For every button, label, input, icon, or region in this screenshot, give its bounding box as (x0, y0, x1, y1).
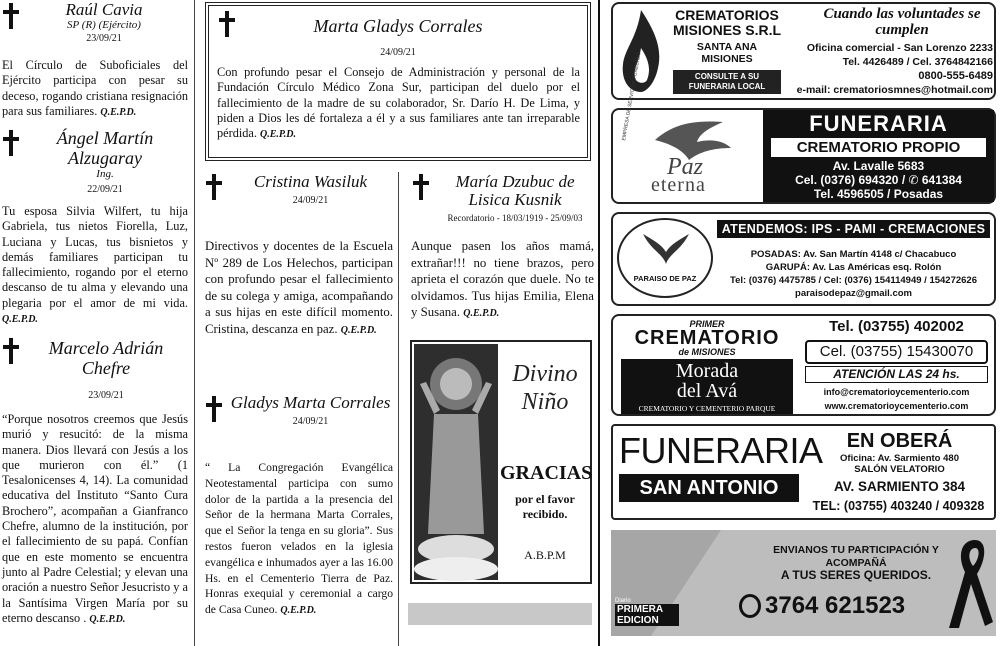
call-to-action: ENVIANOS TU PARTICIPACIÓN Y ACOMPAÑÁ (773, 544, 939, 569)
obituary-column-3 (408, 0, 594, 646)
favor-text: por el favor recibido. (515, 492, 575, 521)
cross-icon (205, 396, 223, 422)
obituary-date: 22/09/21 (87, 184, 123, 195)
website: www.crematorioycementerio.com (824, 401, 969, 411)
mourning-ribbon-icon (929, 536, 993, 632)
primera-edicion-logo: Diario PRIMERA EDICION (615, 598, 679, 628)
email: paraisodepaz@gmail.com (795, 288, 912, 299)
deceased-name: Raúl Cavia (65, 0, 143, 19)
obituary-text: Directivos y docentes de la Escuela Nº 289 de Los Helechos, participan con profundo pesar el fallecimiento de su colega y amiga, acompañando a sus hijas en este difícil momento. Cristina, descanza en paz. Q.E.P.D. (205, 239, 393, 336)
initials-text: A.B.P.M (524, 548, 566, 562)
obituary-header (24, 338, 188, 405)
obituary-date: 23/09/21 (88, 390, 124, 401)
salon: SALÓN VELATORIO (854, 464, 945, 475)
divino-nino-card (410, 340, 592, 584)
office-address: Oficina: Av. Sarmiento 480 (840, 453, 959, 464)
phone-posadas: Tel. 4596505 / Posadas (813, 187, 944, 201)
obituary-header (228, 173, 393, 210)
cross-icon (412, 174, 430, 200)
san-antonio-word: SAN ANTONIO (619, 474, 799, 502)
phone: Tel. (03755) 402002 (829, 318, 964, 335)
paz-eterna-logo: EMPRESA DE SERVICIOS FUNEBRES Paz eterna (613, 110, 761, 202)
deceased-rank: SP (R) (Ejército) (67, 19, 141, 31)
deceased-name: María Dzubuc de Lisica Kusnik (455, 172, 575, 209)
consult-badge: CONSULTE A SU FUNERARIA LOCAL (673, 70, 781, 94)
deceased-name: Gladys Marta Corrales (230, 393, 391, 412)
company-name: CREMATORIOS MISIONES S.R.L (672, 7, 782, 38)
obituary-date: 24/09/21 (292, 416, 329, 427)
garupa-address: GARUPÁ: Av. Las Américas esq. Rolón (765, 262, 942, 273)
paraiso-contact (717, 248, 990, 300)
obituary-text: “ La Congregación Evangélica Neotestamental participa con sumo dolor de la partida a la presencia del Señor de la hermana Marta Corrales, que el Señor la tenga en su gloria”. Sus restos fueron velados en la iglesia evangélica e inhumados ayer a las 16.00 Hs. en el Cementerio Tierra de Paz. Honras exequial y ceremonial a cargo de Casa Cuneo. Q.E.P.D. (205, 461, 393, 617)
obituary-column-1 (0, 0, 188, 646)
funeraria-word: FUNERARIA (619, 430, 823, 471)
ad-crematorios-misiones (611, 2, 996, 100)
gracias-text: GRACIAS (500, 462, 593, 484)
section-divider (598, 0, 600, 646)
ad-paraiso-de-paz (611, 212, 996, 306)
obituary-date: 24/09/21 (292, 195, 329, 206)
office-address: Oficina comercial - San Lorenzo 2233 (806, 42, 993, 54)
obituary-header (228, 394, 393, 431)
cross-icon (2, 338, 20, 364)
ad-morada-del-ava (611, 314, 996, 416)
deceased-name: Ángel Martín Alzugaray (56, 128, 154, 168)
obituary-header (22, 128, 188, 199)
obituary-header (434, 173, 596, 227)
venue-address: AV. SARMIENTO 384 (833, 479, 966, 494)
cross-icon (2, 3, 20, 29)
obituary-date: Recordatorio - 18/03/1919 - 25/09/03 (447, 213, 583, 223)
obituary-text: Tu esposa Silvia Wilfert, tu hija Gabriela, tus nietos Fiorella, Luz, Luciana y Lucas, tus bisnietos y demás familiares participan tu fallecimiento, rogando por el eterno descanso de tu alma y elevando una plegaria por el amor de mi vida. Q.E.P.D. (2, 204, 188, 326)
obituary-text: “Porque nosotros creemos que Jesús murió y resucitó: de la misma manera. Dios llevará con Jesús a los que murieron con él.” (1 Tesalonicenses 4, 14). La comunidad educativa del Instituto “Santo Cura Brochero”, acompañan a Gianfranco Chefre, alumno de la institución, por el fallecimiento de su papá. Confían que en este momento se encuentra junto al Padre Celestial; y elevan una oración a nuestro Señor Jesucristo y a la Santísima Virgen María por su eterno descanso . Q.E.P.D. (2, 412, 188, 625)
city: EN OBERÁ (846, 430, 953, 452)
paraiso-logo: PARAISO DE PAZ (617, 218, 713, 298)
obituary-text: Aunque pasen los años mamá, extrañar!!! no tiene brazos, pero aprieta el corazón que duele. No te olvidamos. Tus hijas Emilia, Elena y Susana. Q.E.P.D. (411, 239, 594, 319)
company-location: SANTA ANA MISIONES (696, 41, 758, 65)
cross-icon (2, 130, 20, 156)
divino-nino-image (414, 344, 498, 580)
phone-numbers: Tel. 4426489 / Cel. 3764842166 (842, 56, 993, 68)
email: e-mail: crematoriosmnes@hotmail.com (796, 84, 993, 96)
dove-icon (641, 230, 691, 266)
ad-primera-edicion (611, 530, 996, 636)
obituary-text: Con profundo pesar el Consejo de Administración y personal de la Fundación Círculo Médico Zona Sur, participan del duelo por el fallecimiento de la madre de su colaborador, Sr. Darío H. De Lima, y piden a Dios les dé fortaleza a él y a sus familiares ante tan irreparable pérdida. Q.E.P.D. (217, 65, 580, 141)
cell-phone: Cel. (03755) 15430070 (805, 340, 988, 364)
slogan: Cuando las voluntades se cumplen (823, 6, 981, 38)
obituary-column-2 (203, 0, 393, 646)
email: info@crematorioycementerio.com (823, 387, 970, 397)
address: Av. Lavalle 5683 (832, 159, 925, 173)
obituary-date: 24/09/21 (380, 47, 416, 58)
deceased-name: Cristina Wasiluk (253, 172, 368, 191)
deceased-rank: Ing. (96, 168, 114, 180)
ad-funeraria-san-antonio (611, 424, 996, 520)
deceased-name: Marcelo Adrián Chefre (48, 338, 164, 378)
deceased-name: Marta Gladys Corrales (313, 16, 483, 36)
obituary-date: 23/09/21 (86, 33, 122, 44)
obituary-header (20, 1, 188, 46)
attention-hours: ATENCIÓN LAS 24 hs. (805, 366, 988, 383)
obituary-text: El Círculo de Suboficiales del Ejército participa con pesar su deceso, rogando cristiana resignación para sus familiares. Q.E.P.D. (2, 58, 188, 118)
divino-title: Divino Niño (512, 361, 578, 415)
whatsapp-icon (739, 594, 761, 618)
column-divider (194, 0, 195, 646)
phone-numbers: Tel: (0376) 4475785 / Cel: (0376) 154114949 / 154272626 (729, 275, 977, 286)
crematorio-propio: CREMATORIO PROPIO (771, 138, 986, 157)
phone-numbers: TEL: (03755) 403240 / 409328 (812, 499, 985, 513)
call-to-action-2: A TUS SERES QUERIDOS. (780, 568, 932, 582)
services-header: ATENDEMOS: IPS - PAMI - CREMACIONES (717, 220, 990, 238)
gray-bar (408, 603, 592, 625)
cross-icon (205, 174, 223, 200)
paz-eterna-info (763, 110, 994, 202)
toll-free: 0800-555-6489 (918, 70, 993, 82)
morada-logo: PRIMER CREMATORIO de MISIONES Morada del Avá CREMATORIO Y CEMENTERIO PARQUE (617, 320, 797, 414)
funeraria-title: FUNERARIA (809, 111, 948, 136)
posadas-address: POSADAS: Av. San Martín 4148 c/ Chacabuco (750, 249, 957, 260)
whatsapp-number: 3764 621523 (765, 592, 906, 619)
column-divider (398, 172, 399, 646)
cell-numbers: Cel. (0376) 694320 / ✆ 641384 (795, 173, 962, 187)
